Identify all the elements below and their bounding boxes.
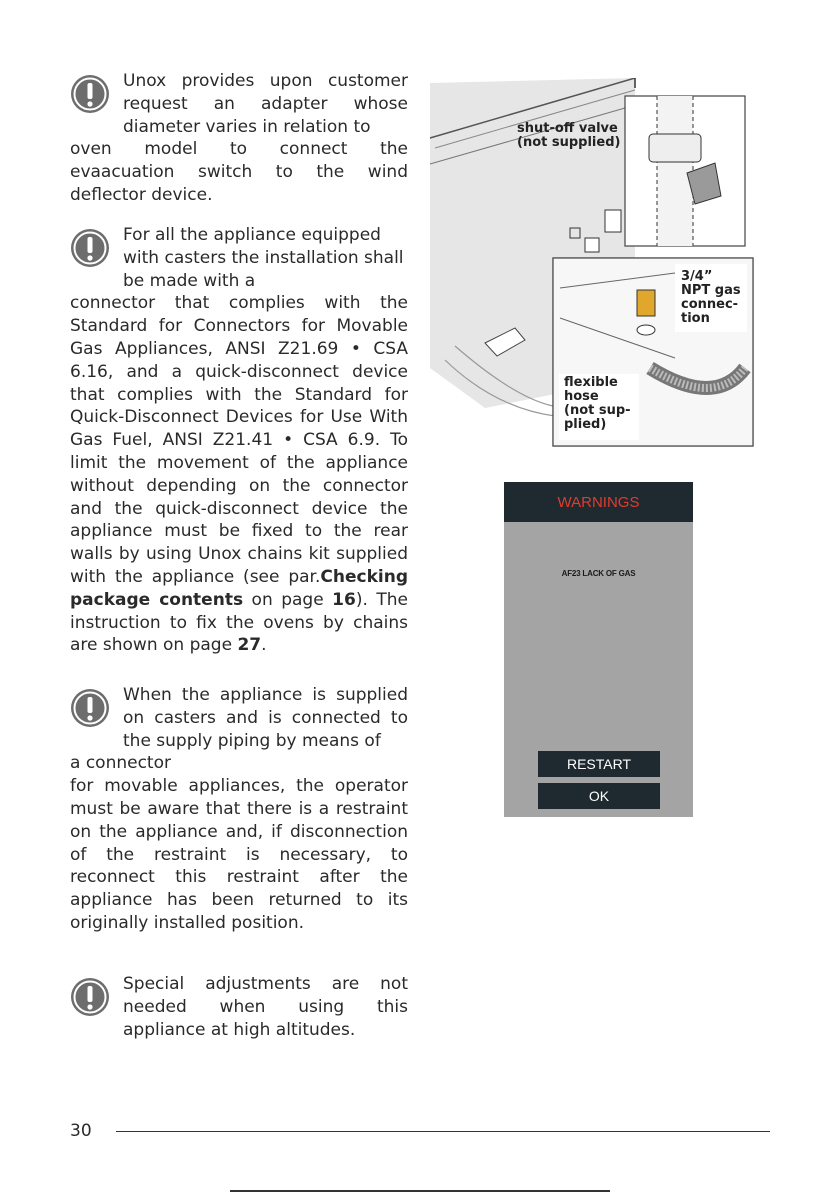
note-restraint (70, 684, 408, 935)
note-casters-text (70, 292, 408, 657)
ref-on-page: on page (243, 589, 333, 610)
ref-page-16[interactable]: 16 (332, 589, 356, 610)
label-npt-gas-connection: 3/4” NPT gas connec- tion (681, 269, 741, 326)
restart-button[interactable]: RESTART (538, 751, 660, 777)
warning-exclamation-icon (70, 228, 110, 268)
label-shut-off-valve: shut-off valve (not supplied) (517, 121, 621, 150)
ref-end: . (261, 635, 267, 656)
ref-checking-package-contents[interactable]: Checking package contents (70, 566, 408, 610)
warning-exclamation-icon (70, 688, 110, 728)
note-adapter-text-indented: Unox provides upon customer request an adapter whose diameter varies in relation to (123, 71, 408, 137)
ok-button[interactable]: OK (538, 783, 660, 809)
note-casters-body: connector that complies with the Standard for Connectors for Movable Gas Appliances, ANSI Z21.69 • CSA 6.16, and a quick-disconnect device that complies with the Standard for Quick-Disconnect Devices for Use With Gas Fuel, ANSI Z21.41 • CSA 6.9. To limit the movement of the appliance without depending on the connector and the quick-disconnect device the appliance must be fixed to the rear walls by using Unox chains kit supplied with the appliance (see par. (70, 293, 408, 587)
warnings-panel (504, 482, 693, 817)
ref-page-27[interactable]: 27 (237, 635, 262, 656)
gas-connection-illustration (425, 78, 757, 448)
note-altitude-text: Special adjustments are not needed when using this appliance at high altitudes. (123, 974, 408, 1040)
warning-message: AF23 LACK OF GAS (561, 569, 636, 578)
note-adapter (70, 70, 408, 207)
warnings-header (504, 482, 693, 522)
page-number: 30 (70, 1121, 92, 1141)
label-flexible-hose: flexible hose (not sup- plied) (564, 375, 631, 432)
note-restraint-text-indented: When the appliance is supplied on casters and is connected to the supply piping by means of (123, 685, 408, 751)
note-adapter-text: oven model to connect the evaacuation switch to the wind deflector device. (70, 139, 408, 205)
note-restraint-text-a: a connector (70, 753, 171, 774)
note-casters (70, 224, 408, 657)
ref-after: ). The instruction to fix the ovens by chains are shown on page (70, 589, 408, 656)
warning-exclamation-icon (70, 977, 110, 1017)
warning-exclamation-icon (70, 74, 110, 114)
note-casters-text-indented: For all the appliance equipped with casters the installation shall be made with a (123, 225, 404, 291)
warnings-title: WARNINGS (557, 493, 640, 511)
note-altitude (70, 973, 408, 1041)
note-restraint-text: for movable appliances, the operator must be aware that there is a restraint on the appliance and, if disconnection of the restraint is necessary, to reconnect this restraint after the appliance has been returned to its originally installed position. (70, 776, 408, 933)
footer-divider (116, 1131, 770, 1132)
